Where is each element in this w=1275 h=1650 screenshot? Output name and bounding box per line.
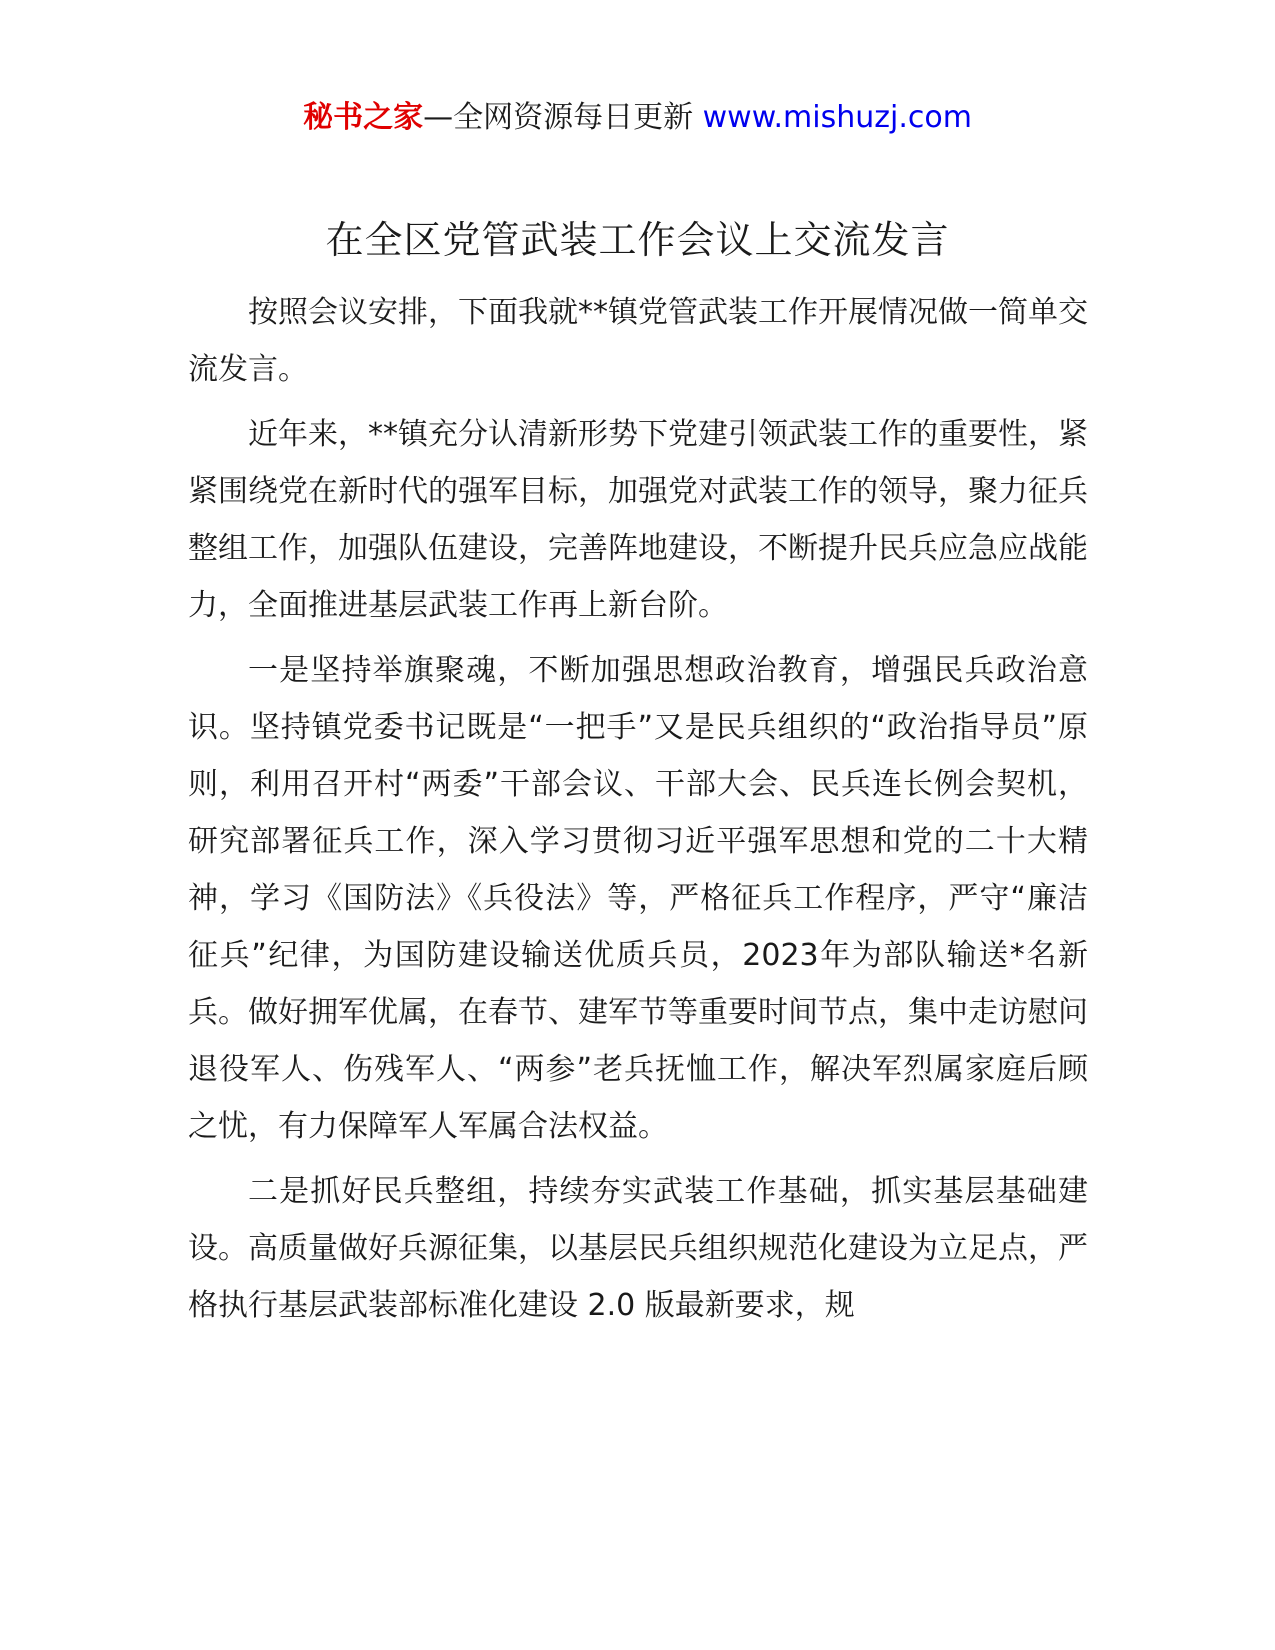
document-title: 在全区党管武装工作会议上交流发言 bbox=[325, 218, 950, 262]
site-url-link[interactable]: www.mishuzj.com bbox=[702, 100, 972, 135]
document-body bbox=[188, 284, 1088, 1342]
paragraph-point-two: 二是抓好民兵整组，持续夯实武装工作基础，抓实基层基础建设。高质量做好兵源征集，以基层民兵组织规范化建设为立足点，严格执行基层武装部标准化建设 2.0 版最新要求，规 bbox=[188, 1174, 1088, 1323]
paragraph-intro: 按照会议安排，下面我就**镇党管武装工作开展情况做一简单交流发言。 bbox=[188, 295, 1088, 387]
paragraph-overview: 近年来，**镇充分认清新形势下党建引领武装工作的重要性，紧紧围绕党在新时代的强军目标，加强党对武装工作的领导，聚力征兵整组工作，加强队伍建设，完善阵地建设，不断提升民兵应急应战能力，全面推进基层武装工作再上新台阶。 bbox=[188, 417, 1088, 623]
site-header bbox=[0, 98, 1275, 138]
paragraph-point-one: 一是坚持举旗聚魂，不断加强思想政治教育，增强民兵政治意识。坚持镇党委书记既是“一把手”又是民兵组织的“政治指导员”原则，利用召开村“两委”干部会议、干部大会、民兵连长例会契机，研究部署征兵工作，深入学习贯彻习近平强军思想和党的二十大精神，学习《国防法》《兵役法》等，严格征兵工作程序，严守“廉洁征兵”纪律，为国防建设输送优质兵员，2023年为部队输送*名新兵。做好拥军优属，在春节、建军节等重要时间节点，集中走访慰问退役军人、伤残军人、“两参”老兵抚恤工作，解决军烈属家庭后顾之忧，有力保障军人军属合法权益。 bbox=[188, 653, 1088, 1144]
header-tagline: —全网资源每日更新 bbox=[423, 100, 703, 135]
brand-name: 秘书之家 bbox=[303, 100, 424, 135]
